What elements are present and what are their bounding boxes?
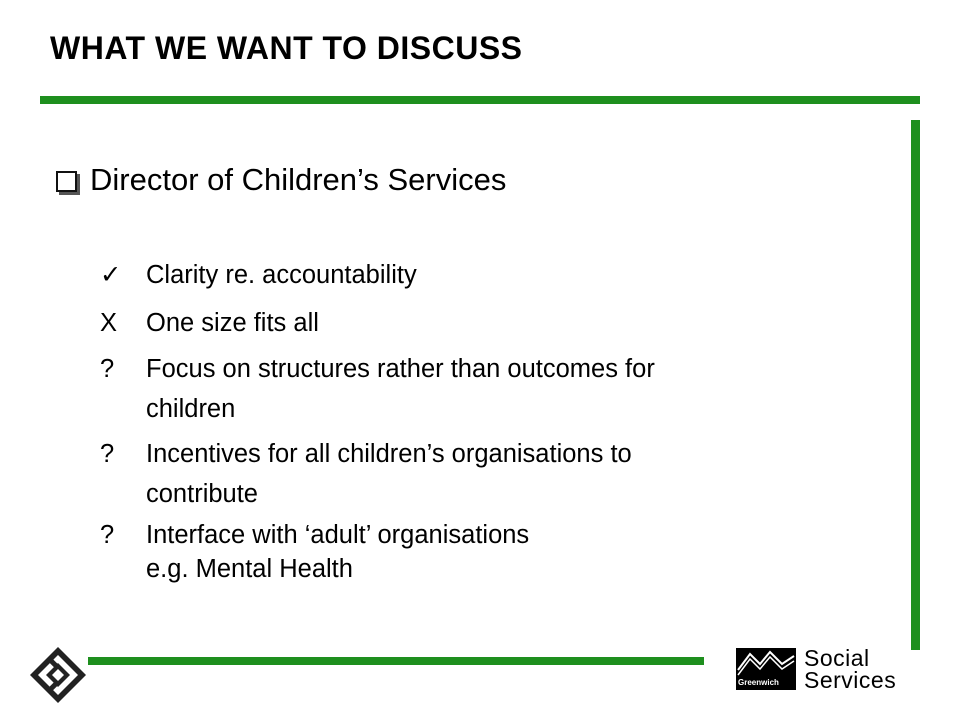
question-marker: ? [100, 440, 115, 468]
list-item-text [146, 518, 806, 586]
organisation-logo-icon [28, 645, 88, 705]
bottom-divider [88, 657, 704, 665]
slide-title: WHAT WE WANT TO DISCUSS [50, 30, 523, 66]
question-marker: ? [100, 521, 115, 549]
list-item-clarity [98, 255, 806, 295]
list-item-line: Clarity re. accountability [146, 261, 417, 289]
list-item-line: One size fits all [146, 309, 319, 337]
list-item-interface [98, 518, 806, 586]
list-item-text [146, 434, 806, 514]
list-item-text [146, 349, 806, 429]
main-bullet [56, 162, 506, 198]
list-item-text [146, 255, 806, 295]
list-item-focus [98, 349, 806, 429]
brand-line-1: Social [804, 645, 870, 671]
list-item-line: Focus on structures rather than outcomes for [146, 355, 655, 383]
list-item-line: contribute [146, 480, 258, 508]
list-item-line: children [146, 395, 236, 423]
list-item-incentives [98, 434, 806, 514]
brand-badge-text: Greenwich [738, 678, 779, 687]
brand-text [804, 647, 896, 691]
brand-line-2: Services [804, 667, 897, 693]
cross-marker: X [100, 309, 118, 337]
roofline-icon [736, 648, 796, 678]
top-divider [40, 96, 920, 104]
greenwich-logo-icon [736, 648, 796, 690]
list-item-line: e.g. Mental Health [146, 555, 353, 583]
list-item-line: Incentives for all children’s organisations to [146, 440, 632, 468]
list-item-text [146, 303, 806, 343]
list-item-one-size [98, 303, 806, 343]
question-marker: ? [100, 355, 115, 383]
checkbox-bullet-icon [56, 171, 77, 192]
main-bullet-text: Director of Children’s Services [90, 162, 507, 197]
list-item-line: Interface with ‘adult’ organisations [146, 521, 530, 549]
right-divider [911, 120, 920, 650]
check-icon: ✓ [100, 261, 122, 289]
brand-logo [736, 647, 896, 691]
